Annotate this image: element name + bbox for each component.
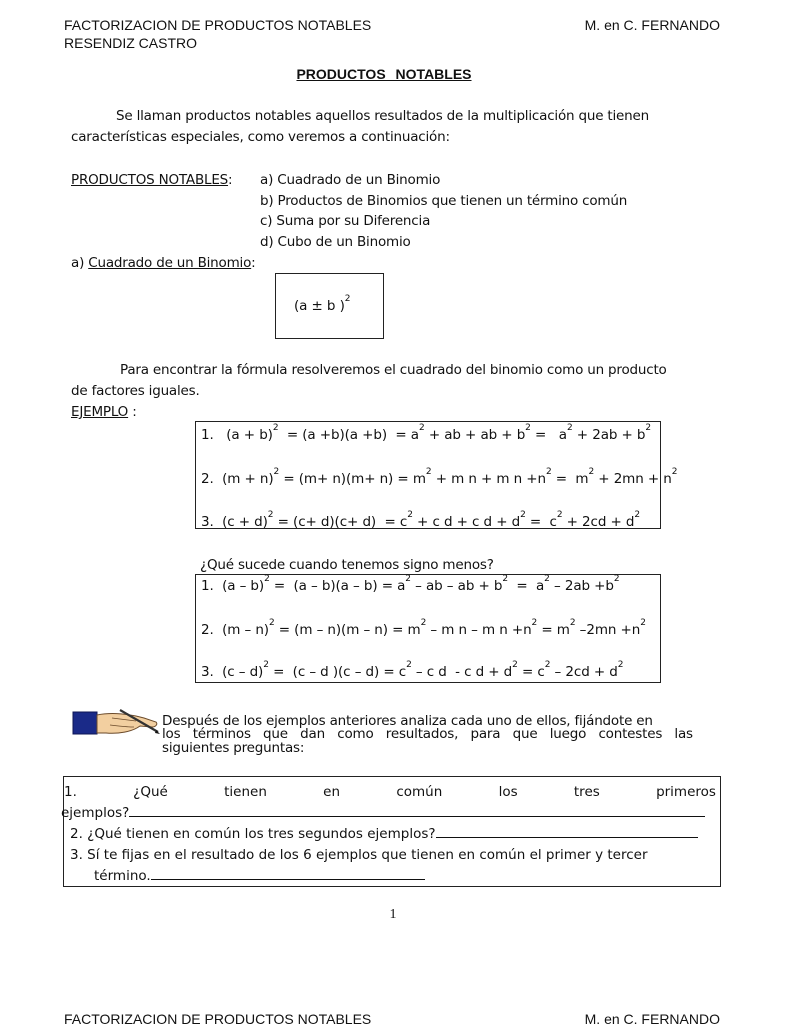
example-label: EJEMPLO: [71, 404, 129, 420]
section-a-suffix: :: [251, 255, 256, 271]
example-plus-3: 3. $(c + d)^2 = (c+ d)(c+ d) = c^2 + c$ d + c $d + d^2 = c^2 + 2cd + d^2$: [201, 510, 641, 530]
question-1-line-1: 1. ¿Qué tienen en común los tres primeros: [64, 784, 716, 800]
question-3-line-2: término.: [94, 866, 425, 887]
formula-exponent: 2: [344, 294, 351, 304]
example-minus-1: 1. $(a - b)^2 = (a - b)(a - b) = a^2$ – ab – ab + $b^2 = a^2 - 2ab +b^2$: [201, 574, 620, 594]
section-a-heading: [71, 253, 256, 273]
list-item: d) Cubo de un Binomio: [260, 234, 411, 250]
formula-text-line-1: Para encontrar la fórmula resolveremos el cuadrado del binomio como un producto: [120, 362, 667, 378]
page-number: 1: [389, 907, 397, 922]
example-plus-2: 2. $(m + n)^2 = (m+ n)(m+ n) = m^2 + m$ n + m $n +n^2 = m^2 + 2mn + n^2$: [201, 467, 678, 487]
header-title: FACTORIZACION DE PRODUCTOS NOTABLES: [64, 17, 372, 33]
header-author-lastname: RESENDIZ CASTRO: [64, 35, 198, 51]
list-item: b) Productos de Binomios que tienen un término común: [260, 193, 628, 209]
example-minus-3: 3. (c – d)$^2$ = (c – d )$(c - d) = c^2 - c$ d - c $d + d^2 = c^2 - 2cd + d^2$: [201, 660, 624, 680]
answer-blank-1[interactable]: [129, 804, 705, 817]
question-1-line-2: ejemplos?: [61, 803, 705, 824]
example-box-minus: [195, 574, 661, 683]
formula: [294, 294, 351, 314]
instruction-line-2: los términos que dan como resultados, para que luego contestes las: [162, 726, 693, 742]
list-heading: PRODUCTOS NOTABLES:: [71, 172, 233, 188]
answer-blank-3[interactable]: [151, 867, 425, 880]
intro-line-1: Se llaman productos notables aquellos resultados de la multiplicación que tienen: [116, 108, 649, 124]
instruction-line-1: Después de los ejemplos anteriores analiza cada uno de ellos, fijándote en: [162, 713, 653, 729]
page-title: PRODUCTOS NOTABLES: [296, 66, 472, 82]
questions-box: [63, 776, 721, 887]
example-heading: EJEMPLO :: [71, 404, 137, 420]
footer-title: FACTORIZACION DE PRODUCTOS NOTABLES: [64, 1011, 372, 1027]
example-plus-1: 1. $(a + b)^2 = (a +b)(a +b) = a^2$ + ab + ab + $b^2 = a^2 + 2ab + b^2$: [201, 423, 652, 443]
question-3-line-1: 3. Sí te fijas en el resultado de los 6 ejemplos que tienen en común el primer y tercer: [70, 847, 648, 863]
formula-base: (a ± b ): [294, 298, 345, 314]
question-2: 2. ¿Qué tienen en común los tres segundos ejemplos?: [70, 824, 698, 845]
hand-writing-icon: [72, 706, 160, 738]
example-box-plus: [195, 421, 678, 530]
instruction-line-3: siguientes preguntas:: [162, 740, 305, 756]
list-label: PRODUCTOS NOTABLES: [71, 172, 229, 188]
answer-blank-2[interactable]: [436, 825, 698, 838]
intro-line-2: características especiales, como veremos a continuación:: [71, 129, 450, 145]
section-a-label: Cuadrado de un Binomio: [88, 255, 252, 271]
minus-question: ¿Qué sucede cuando tenemos signo menos?: [200, 557, 494, 573]
example-minus-2: 2. $(m - n)^2 = (m - n)(m - n) = m^2 - m$ n – m $n +n^2 = m^2$ $-2mn +n^2$: [201, 618, 646, 638]
section-a-prefix: a): [71, 255, 89, 271]
header-author: M. en C. FERNANDO: [584, 17, 720, 33]
list-item: c) Suma por su Diferencia: [260, 213, 431, 229]
formula-text-line-2: de factores iguales.: [71, 383, 200, 399]
formula-box: [275, 273, 384, 339]
footer-author: M. en C. FERNANDO: [584, 1011, 720, 1027]
list-item: a) Cuadrado de un Binomio: [260, 172, 441, 188]
